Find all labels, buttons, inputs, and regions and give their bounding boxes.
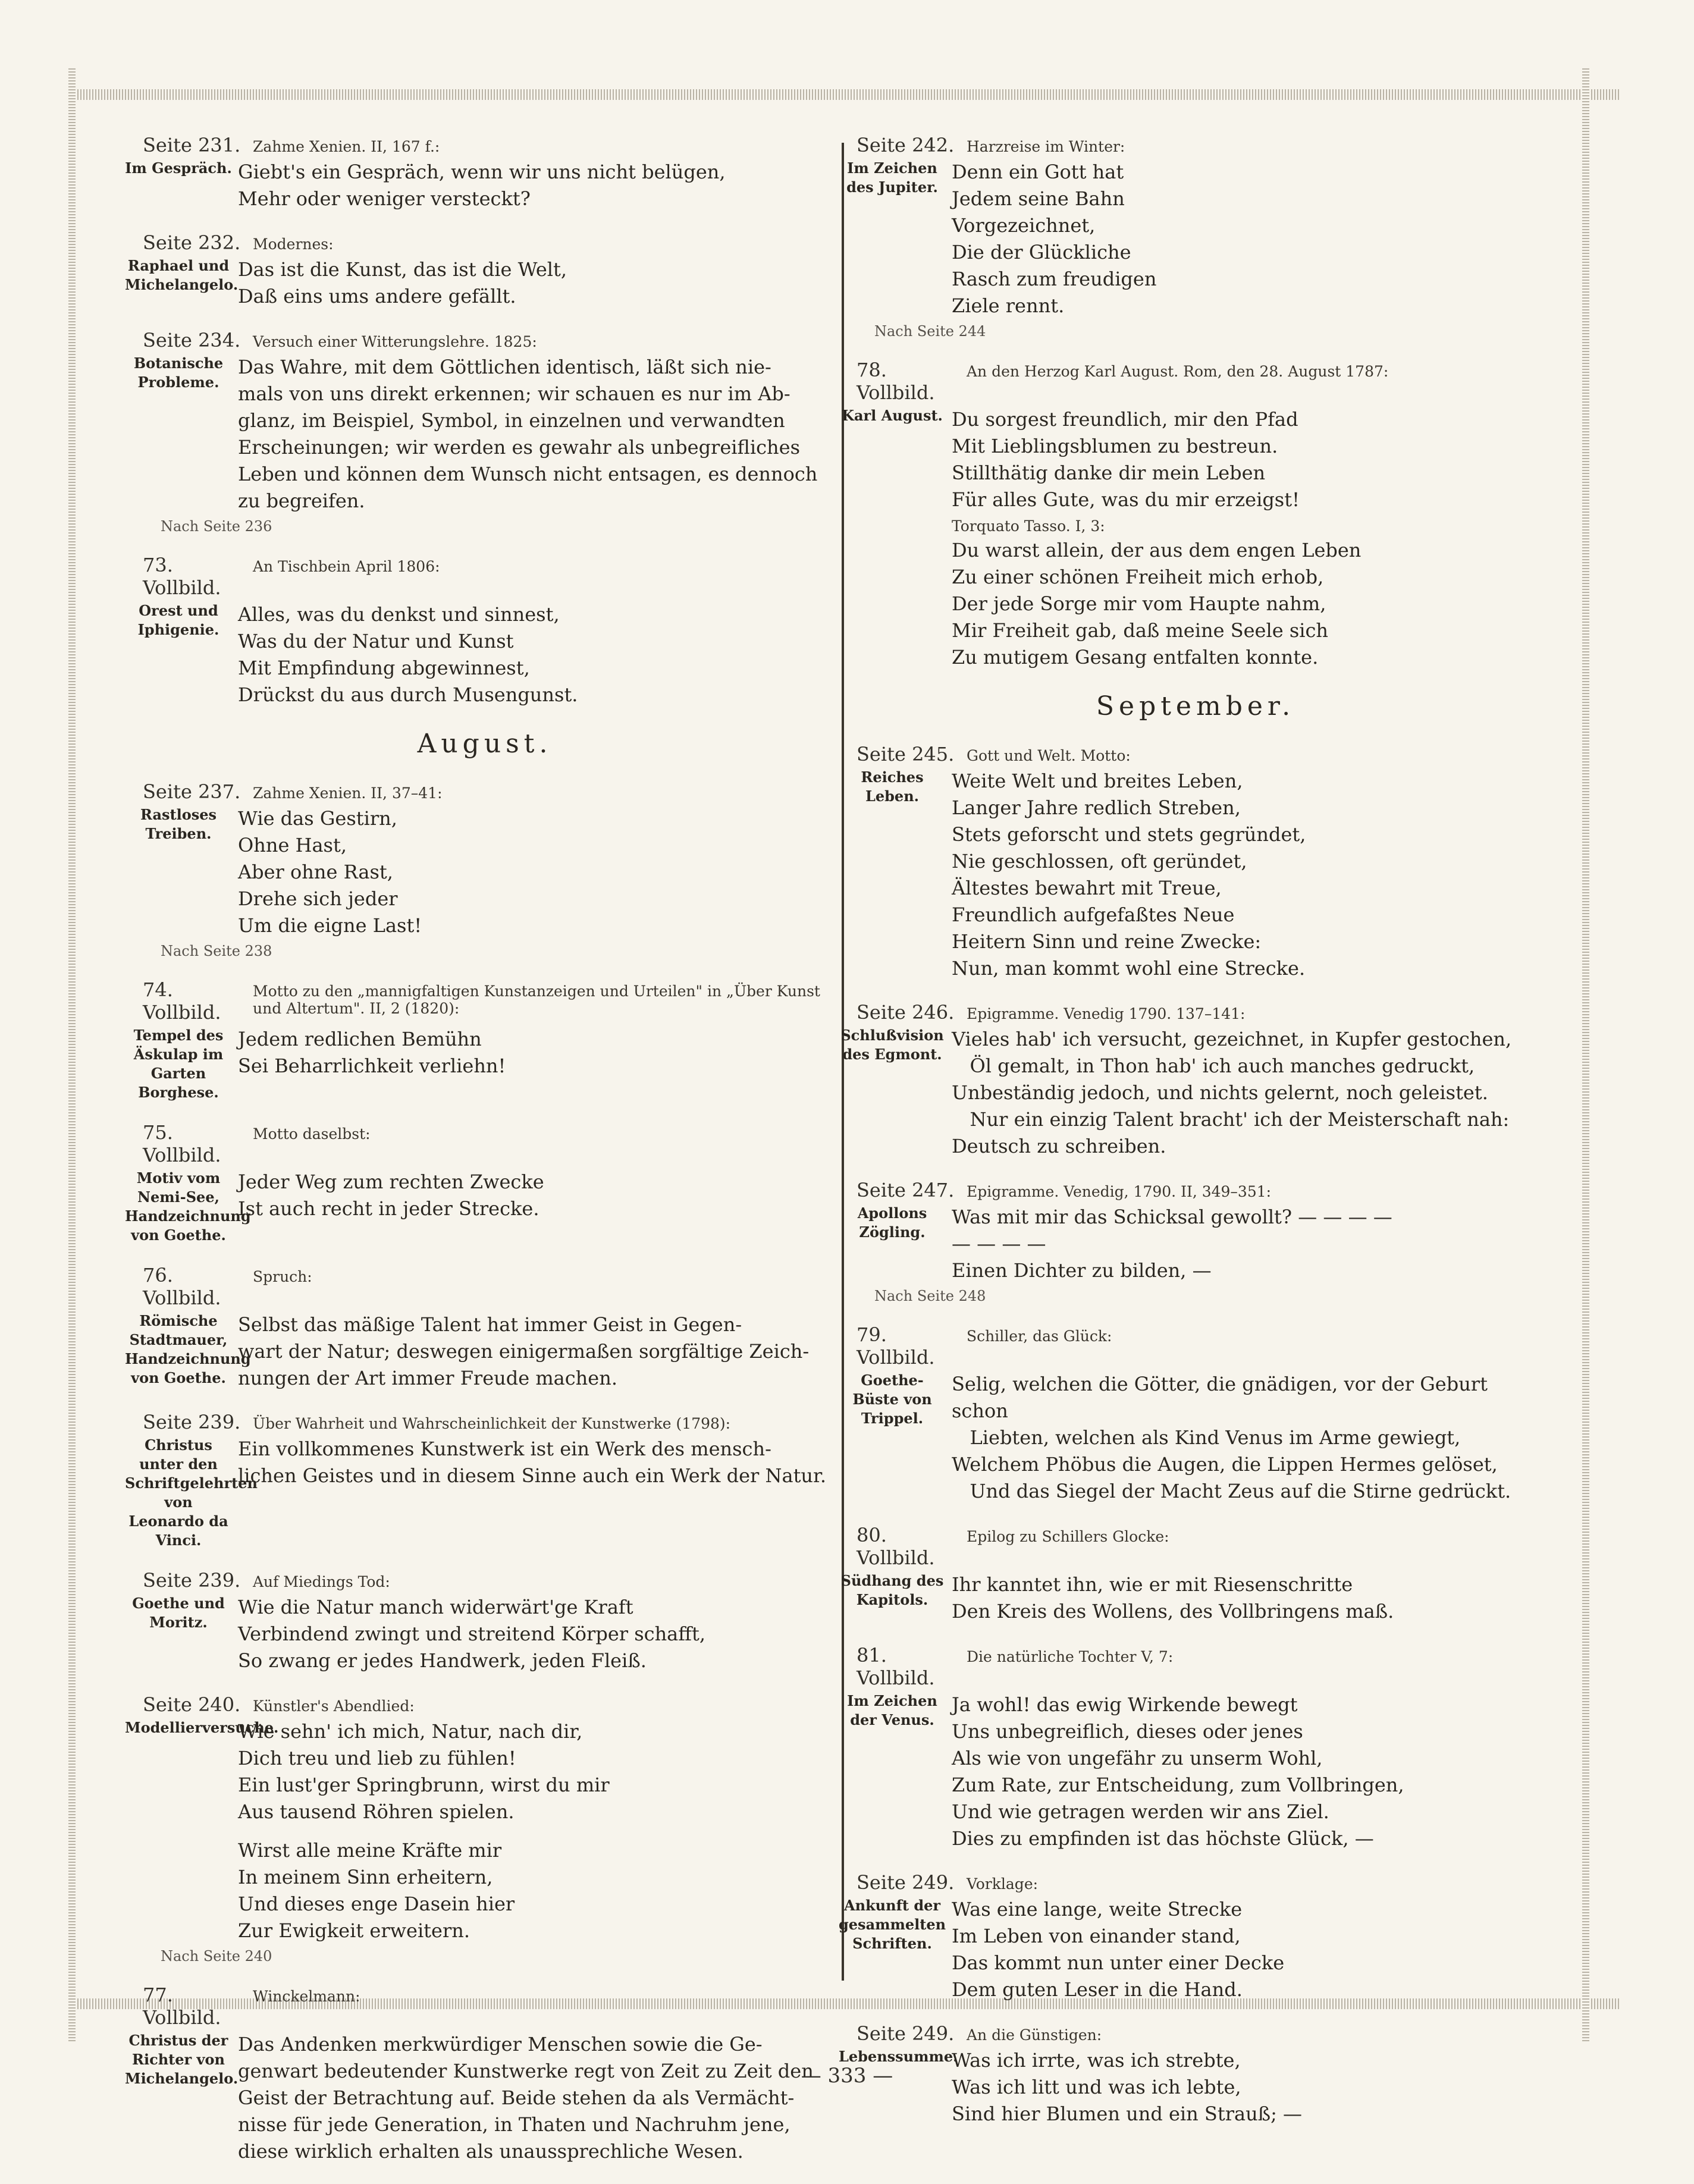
- quote-line: Jedem redlichen Bemühn: [238, 1028, 482, 1050]
- entry-body: [839, 1896, 1535, 2003]
- quotation: [952, 406, 1535, 671]
- quote-line: Jeder Weg zum rechten Zwecke: [238, 1171, 544, 1193]
- quote-line: Was ich litt und was ich lebte,: [952, 2076, 1241, 2098]
- quote-line: Vorgezeichnet,: [952, 214, 1096, 237]
- entry-body: [133, 1026, 827, 1102]
- page-reference: Seite 245.: [857, 743, 955, 765]
- quote-line: Ohne Hast,: [238, 834, 347, 856]
- margin-note: Ankunft der gesammelten Schriften.: [839, 1897, 946, 1952]
- quote-line: Stillthätig danke dir mein Leben: [952, 462, 1266, 484]
- month-heading: September.: [1096, 691, 1295, 721]
- quote-line: Im Leben von einander stand,: [952, 1925, 1241, 1947]
- entry-header: [143, 1411, 827, 1433]
- quote-line: Die der Glückliche: [952, 241, 1131, 263]
- quote-line: Langer Jahre redlich Streben,: [952, 796, 1241, 819]
- entry-body: [125, 1311, 827, 1392]
- quote-line: Welchem Phöbus die Augen, die Lippen Hermes gelöset,: [952, 1453, 1498, 1476]
- quotation: [238, 601, 827, 708]
- quote-line: Das kommt nun unter einer Decke: [952, 1951, 1285, 1974]
- entry-body: [125, 1169, 827, 1245]
- source-citation: An die Günstigen:: [967, 2026, 1102, 2044]
- quotation: [952, 159, 1535, 319]
- entry-body: [133, 354, 827, 514]
- quote-line: Und das Siegel der Macht Zeus auf die Stirne gedrückt.: [952, 1480, 1511, 1502]
- source-citation: Zahme Xenien. II, 167 f.:: [253, 138, 440, 155]
- source-citation: Spruch:: [253, 1268, 312, 1285]
- quote-line: Ja wohl! das ewig Wirkende bewegt: [952, 1693, 1298, 1716]
- quotation: [238, 1026, 827, 1102]
- source-citation: Schiller, das Glück:: [967, 1328, 1112, 1345]
- source-citation: Winckelmann:: [253, 1988, 360, 2005]
- page-reference: 76. Vollbild.: [143, 1264, 221, 1309]
- quotation: [238, 1311, 827, 1392]
- quote-line: Dem guten Leser in die Hand.: [952, 1978, 1243, 2001]
- entry: [847, 1644, 1535, 1852]
- entry: [842, 359, 1535, 671]
- quotation: [238, 354, 827, 514]
- page-reference: Seite 232.: [143, 231, 241, 254]
- quotation: [952, 1204, 1535, 1284]
- page-reference: Seite 237.: [143, 780, 241, 803]
- entry: [125, 1121, 827, 1245]
- quote-line: Mehr oder weniger versteckt?: [238, 187, 531, 210]
- quote-line: Selig, welchen die Götter, die gnädigen, vor der Geburt schon: [952, 1373, 1494, 1422]
- margin-note: Raphael und Michelangelo.: [125, 257, 239, 293]
- quote-line: Nie geschlossen, oft geründet,: [952, 850, 1247, 873]
- quote-line: Drückst du aus durch Musengunst.: [238, 683, 578, 706]
- page-reference: Seite 239.: [143, 1411, 241, 1433]
- entry: [133, 329, 827, 535]
- quote-line: Sind hier Blumen und ein Strauß; —: [952, 2103, 1303, 2125]
- entry-body: [125, 256, 827, 310]
- quotation: [952, 1896, 1535, 2003]
- top-border-rule: [68, 89, 1621, 100]
- source-citation: Motto zu den „mannigfaltigen Kunstanzeigen und Urteilen" in „Über Kunst und Altertum". II, 2 (1820):: [253, 983, 820, 1017]
- margin-note: Orest und Iphigenie.: [137, 602, 219, 638]
- right-border-rule: [1582, 68, 1589, 2043]
- plate-reference: Nach Seite 244: [874, 323, 986, 340]
- entry-body: [125, 2031, 827, 2165]
- entry-header: [143, 1264, 827, 1309]
- entry-header: [857, 359, 1535, 404]
- page-reference: Seite 239.: [143, 1569, 241, 1592]
- quotation: [238, 1169, 827, 1245]
- margin-note: Modellierversuche.: [125, 1719, 279, 1736]
- quote-line: Ist auch recht in jeder Strecke.: [238, 1197, 539, 1220]
- quote-line: diese wirklich erhalten als unaussprechliche Wesen.: [238, 2140, 744, 2163]
- entry: [840, 1524, 1535, 1625]
- margin-note: Im Zeichen des Jupiter.: [846, 159, 938, 196]
- entry: [125, 1693, 827, 1965]
- quote-line: Daß eins ums andere gefällt.: [238, 285, 516, 307]
- source-citation: Epigramme. Venedig, 1790. II, 349–351:: [967, 1183, 1272, 1200]
- entry-body: [125, 1718, 827, 1944]
- entry-header: [143, 780, 827, 803]
- margin-note: Rastloses Treiben.: [140, 806, 217, 842]
- margin-note: Motiv vom Nemi-See, Handzeichnung von Goethe.: [125, 1169, 251, 1244]
- page-reference: Seite 249.: [857, 2022, 955, 2045]
- entry: [125, 231, 827, 310]
- left-border-rule: [68, 68, 76, 2043]
- margin-note: Botanische Probleme.: [133, 354, 224, 391]
- quote-line: [238, 1825, 827, 1837]
- margin-note: Römische Stadtmauer, Handzeichnung von Goethe.: [125, 1312, 251, 1386]
- page-reference: 73. Vollbild.: [143, 554, 221, 599]
- quote-line: Und dieses enge Dasein hier: [238, 1893, 515, 1915]
- source-citation: Harzreise im Winter:: [967, 138, 1125, 155]
- source-citation: Versuch einer Witterungslehre. 1825:: [253, 333, 537, 350]
- quote-line: Zu einer schönen Freiheit mich erhob,: [952, 566, 1324, 588]
- entry-header: [143, 1121, 827, 1166]
- quote-line: In meinem Sinn erheitern,: [238, 1866, 493, 1888]
- entry-body: [840, 1571, 1535, 1625]
- page-reference: 74. Vollbild.: [143, 978, 221, 1024]
- entry: [125, 134, 827, 212]
- source-citation: An den Herzog Karl August. Rom, den 28. August 1787:: [967, 363, 1389, 380]
- source-citation: Künstler's Abendlied:: [253, 1697, 415, 1715]
- quote-line: Dies zu empfinden ist das höchste Glück, —: [952, 1827, 1374, 1850]
- quote-line: Zum Rate, zur Entscheidung, zum Vollbringen,: [952, 1774, 1404, 1796]
- quote-line: Nur ein einzig Talent bracht' ich der Meisterschaft nah:: [952, 1108, 1510, 1131]
- quote-line: Mit Empfindung abgewinnest,: [238, 657, 530, 679]
- quote-line: genwart bedeutender Kunstwerke regt von Zeit zu Zeit den: [238, 2060, 814, 2082]
- quote-line: Drehe sich jeder: [238, 887, 398, 910]
- quote-line: Stets geforscht und stets gegründet,: [952, 823, 1306, 846]
- quote-line: Mir Freiheit gab, daß meine Seele sich: [952, 619, 1329, 642]
- entry: [137, 554, 827, 708]
- entry-body: [847, 1692, 1535, 1852]
- entry: [857, 743, 1535, 982]
- quote-line: glanz, im Beispiel, Symbol, in einzelnen und verwandten: [238, 409, 785, 432]
- quote-line: Dich treu und lieb zu fühlen!: [238, 1747, 516, 1769]
- entry-header: [143, 329, 827, 352]
- quote-line: Nun, man kommt wohl eine Strecke.: [952, 957, 1306, 980]
- entry-body: [857, 768, 1535, 982]
- margin-note: Karl August.: [842, 407, 943, 424]
- entry: [840, 1001, 1535, 1160]
- quote-line: Liebten, welchen als Kind Venus im Arme gewiegt,: [952, 1426, 1461, 1449]
- quotation: [952, 768, 1535, 982]
- entry-header: [143, 554, 827, 599]
- quote-line: Zu mutigem Gesang entfalten konnte.: [952, 646, 1319, 669]
- entry-header: [143, 1569, 827, 1592]
- quote-line: Alles, was du denkst und sinnest,: [238, 603, 560, 626]
- quote-line: Mit Lieblingsblumen zu bestreun.: [952, 435, 1278, 457]
- quote-line: Deutsch zu schreiben.: [952, 1135, 1166, 1157]
- quotation: [238, 1718, 827, 1944]
- quote-line: Erscheinungen; wir werden es gewahr als unbegreifliches: [238, 436, 800, 459]
- page-reference: Seite 246.: [857, 1001, 955, 1024]
- page-reference: 75. Vollbild.: [143, 1121, 221, 1166]
- month-heading: August.: [417, 729, 553, 759]
- plate-reference: Nach Seite 236: [161, 518, 272, 535]
- entry-body: [125, 1436, 827, 1550]
- entry-body: [852, 1371, 1535, 1505]
- source-citation: Gott und Welt. Motto:: [967, 747, 1131, 764]
- margin-note: Schlußvision des Egmont.: [840, 1027, 944, 1063]
- quote-line: Um die eigne Last!: [238, 914, 422, 937]
- quote-line: Der jede Sorge mir vom Haupte nahm,: [952, 592, 1326, 615]
- entry-header: [143, 1984, 827, 2029]
- quote-line: Denn ein Gott hat: [952, 161, 1124, 183]
- quotation: [238, 1594, 827, 1674]
- quote-line: Öl gemalt, in Thon hab' ich auch manches gedruckt,: [952, 1055, 1475, 1077]
- page-reference: 80. Vollbild.: [857, 1524, 935, 1569]
- margin-note: Christus unter den Schriftgelehrten von Leonardo da Vinci.: [125, 1436, 258, 1549]
- page-reference: Seite 242.: [857, 134, 955, 156]
- page-reference: Seite 247.: [857, 1179, 955, 1201]
- quotation: [952, 1371, 1535, 1505]
- entry: [140, 780, 827, 959]
- entry: [132, 1569, 827, 1674]
- quotation: [952, 1026, 1535, 1160]
- page-reference: Seite 249.: [857, 1871, 955, 1894]
- quote-line: Giebt's ein Gespräch, wenn wir uns nicht belügen,: [238, 161, 726, 183]
- quote-line: Was ich irrte, was ich strebte,: [952, 2049, 1241, 2072]
- source-citation: Epilog zu Schillers Glocke:: [967, 1528, 1169, 1545]
- entry: [839, 1871, 1535, 2003]
- quote-line: Geist der Betrachtung auf. Beide stehen da als Vermächt-: [238, 2086, 795, 2109]
- quote-line: Ihr kanntet ihn, wie er mit Riesenschritte: [952, 1573, 1353, 1596]
- entry-header: [857, 1644, 1535, 1689]
- quote-line: mals von uns direkt erkennen; wir schauen es nur im Ab-: [238, 382, 790, 405]
- source-citation: An Tischbein April 1806:: [253, 558, 440, 575]
- quotation: [952, 1692, 1535, 1852]
- quote-line: Vieles hab' ich versucht, gezeichnet, in Kupfer gestochen,: [952, 1028, 1512, 1050]
- quotation: [238, 159, 827, 212]
- quote-line: Weite Welt und breites Leben,: [952, 770, 1243, 792]
- left-column: [125, 134, 827, 2184]
- margin-note: Apollons Zögling.: [857, 1204, 927, 1241]
- margin-note: Lebenssumme.: [839, 2048, 958, 2065]
- quote-line: Ein lust'ger Springbrunn, wirst du mir: [238, 1774, 610, 1796]
- entry-header: [857, 1179, 1535, 1201]
- entry-body: [140, 805, 827, 939]
- quote-line: Das ist die Kunst, das ist die Welt,: [238, 258, 567, 281]
- quote-line: Zur Ewigkeit erweitern.: [238, 1919, 470, 1942]
- entry-header: [857, 134, 1535, 156]
- quote-line: Unbeständig jedoch, und nichts gelernt, noch geleistet.: [952, 1081, 1488, 1104]
- page-reference: Seite 231.: [143, 134, 241, 156]
- quote-line: Als wie von ungefähr zu unserm Wohl,: [952, 1747, 1323, 1769]
- margin-note: Goethe-Büste von Trippel.: [852, 1372, 932, 1427]
- entry-header: [857, 1323, 1535, 1369]
- quote-line: — — — —: [952, 1232, 1046, 1255]
- source-citation: Epigramme. Venedig 1790. 137–141:: [967, 1005, 1246, 1022]
- quote-line: Uns unbegreiflich, dieses oder jenes: [952, 1720, 1303, 1743]
- quote-line: Freundlich aufgefaßtes Neue: [952, 903, 1235, 926]
- entry: [125, 1411, 827, 1550]
- entry-body: [137, 601, 827, 708]
- quote-line: wart der Natur; deswegen einigermaßen sorgfältige Zeich-: [238, 1340, 810, 1363]
- quote-line: Wie sehn' ich mich, Natur, nach dir,: [238, 1720, 583, 1743]
- quote-line: Aus tausend Röhren spielen.: [238, 1800, 515, 1823]
- entry-header: [143, 978, 827, 1024]
- margin-note: Tempel des Äskulap im Garten Borghese.: [133, 1027, 224, 1101]
- margin-note: Christus der Richter von Michelangelo.: [125, 2032, 239, 2087]
- page-reference: 77. Vollbild.: [143, 1984, 221, 2029]
- source-citation: Zahme Xenien. II, 37–41:: [253, 785, 443, 802]
- source-citation: Über Wahrheit und Wahrscheinlichkeit der Kunstwerke (1798):: [253, 1415, 731, 1432]
- quote-line: Rasch zum freudigen: [952, 268, 1157, 290]
- entry-body: [132, 1594, 827, 1674]
- quote-line: Du warst allein, der aus dem engen Leben: [952, 539, 1362, 561]
- quote-line: Jedem seine Bahn: [952, 187, 1125, 210]
- quote-line: Wie das Gestirn,: [238, 807, 397, 830]
- quote-line: Und wie getragen werden wir ans Ziel.: [952, 1800, 1329, 1823]
- quote-line: So zwang er jedes Handwerk, jeden Fleiß.: [238, 1649, 647, 1672]
- margin-note: Im Zeichen der Venus.: [847, 1692, 937, 1728]
- entry: [857, 1179, 1535, 1304]
- entry-header: [143, 1693, 827, 1716]
- quote-line: Für alles Gute, was du mir erzeigst!: [952, 488, 1300, 511]
- sub-citation: Torquato Tasso. I, 3:: [952, 517, 1105, 535]
- plate-reference: Nach Seite 238: [161, 943, 272, 959]
- entry: [125, 1264, 827, 1392]
- entry: [852, 1323, 1535, 1505]
- entry-header: [857, 1524, 1535, 1569]
- margin-note: Im Gespräch.: [125, 159, 232, 177]
- quotation: [952, 1571, 1535, 1625]
- quote-line: Selbst das mäßige Talent hat immer Geist in Gegen-: [238, 1313, 742, 1336]
- quotation: [238, 2031, 827, 2165]
- quotation: [238, 805, 827, 939]
- page-reference: 79. Vollbild.: [857, 1323, 935, 1369]
- entry-body: [842, 406, 1535, 671]
- source-citation: Vorklage:: [967, 1875, 1039, 1893]
- entry-body: [125, 159, 827, 212]
- quote-line: Was mit mir das Schicksal gewollt? — — — —: [952, 1206, 1392, 1228]
- page-reference: 81. Vollbild.: [857, 1644, 935, 1689]
- entry-body: [846, 159, 1535, 319]
- entry-header: [857, 1871, 1535, 1894]
- quote-line: Was du der Natur und Kunst: [238, 630, 514, 652]
- quote-line: Einen Dichter zu bilden, —: [952, 1259, 1212, 1282]
- source-citation: Motto daselbst:: [253, 1125, 371, 1143]
- entry-header: [143, 231, 827, 254]
- quote-line: Ziele rennt.: [952, 294, 1065, 317]
- entry: [133, 978, 827, 1102]
- quote-line: Verbindend zwingt und streitend Körper schafft,: [238, 1623, 706, 1645]
- quote-line: Den Kreis des Wollens, des Vollbringens maß.: [952, 1600, 1394, 1623]
- entry-header: [143, 134, 827, 156]
- quote-line: Wirst alle meine Kräfte mir: [238, 1839, 502, 1862]
- margin-note: Reiches Leben.: [861, 768, 924, 805]
- quote-line: Wie die Natur manch widerwärt'ge Kraft: [238, 1596, 633, 1618]
- quote-line: Ältestes bewahrt mit Treue,: [952, 877, 1222, 899]
- quote-line: Das Wahre, mit dem Göttlichen identisch, läßt sich nie-: [238, 356, 771, 378]
- source-citation: Die natürliche Tochter V, 7:: [967, 1648, 1174, 1665]
- page-number: — 333 —: [801, 2064, 893, 2088]
- page-reference: Seite 234.: [143, 329, 241, 352]
- quote-line: nisse für jede Generation, in Thaten und Nachruhm jene,: [238, 2113, 790, 2136]
- quote-line: Das Andenken merkwürdiger Menschen sowie die Ge-: [238, 2033, 763, 2056]
- quote-line: Was eine lange, weite Strecke: [952, 1898, 1243, 1921]
- quotation: [238, 256, 827, 310]
- entry-body: [857, 1204, 1535, 1284]
- quote-line: zu begreifen.: [238, 489, 365, 512]
- quote-line: Heitern Sinn und reine Zwecke:: [952, 930, 1262, 953]
- source-citation: Modernes:: [253, 236, 334, 253]
- plate-reference: Nach Seite 240: [161, 1948, 272, 1965]
- page-reference: 78. Vollbild.: [857, 359, 935, 404]
- quotation: [238, 1436, 827, 1550]
- quote-line: Du sorgest freundlich, mir den Pfad: [952, 408, 1298, 431]
- quote-line: nungen der Art immer Freude machen.: [238, 1367, 617, 1389]
- margin-note: Goethe und Moritz.: [132, 1595, 225, 1631]
- page-reference: Seite 240.: [143, 1693, 241, 1716]
- entry-header: [857, 2022, 1535, 2045]
- plate-reference: Nach Seite 248: [874, 1288, 986, 1304]
- entry-header: [857, 743, 1535, 765]
- source-citation: Auf Miedings Tod:: [253, 1573, 390, 1590]
- quote-line: Ein vollkommenes Kunstwerk ist ein Werk des mensch-: [238, 1438, 771, 1460]
- margin-note: Südhang des Kapitols.: [840, 1572, 944, 1608]
- quote-line: Leben und können dem Wunsch nicht entsagen, es dennoch: [238, 463, 818, 485]
- quote-line: Aber ohne Rast,: [238, 861, 393, 883]
- entry: [846, 134, 1535, 340]
- entry-body: [840, 1026, 1535, 1160]
- quote-line: lichen Geistes und in diesem Sinne auch ein Werk der Natur.: [238, 1464, 826, 1487]
- quote-line: Sei Beharrlichkeit verliehn!: [238, 1055, 506, 1077]
- entry-header: [857, 1001, 1535, 1024]
